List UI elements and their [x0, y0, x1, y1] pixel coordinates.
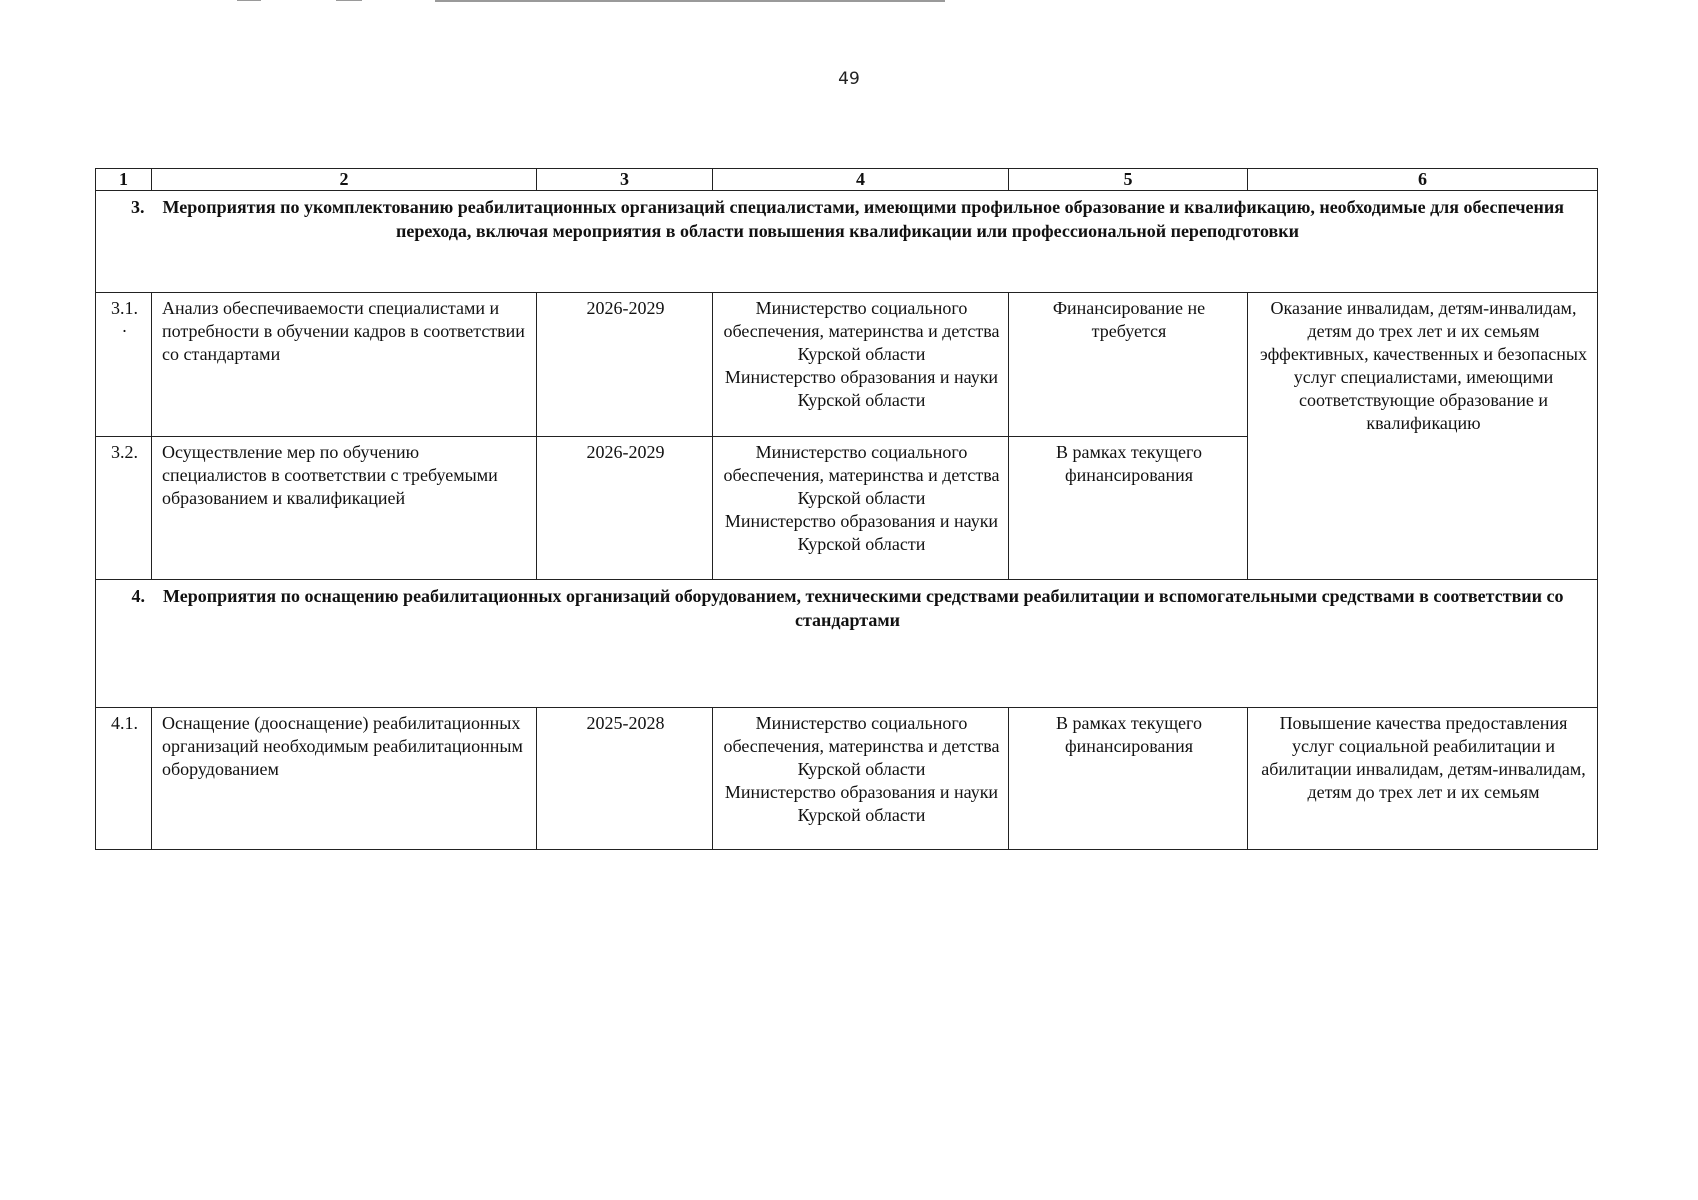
executor: Министерство образования и науки Курской области [724, 782, 999, 825]
executors-cell [713, 708, 1009, 850]
plan-table [95, 168, 1598, 850]
row-number-cell [96, 293, 152, 437]
executor: Министерство социального обеспечения, материнства и детства Курской области [723, 442, 1000, 508]
scan-edge-mark [237, 0, 261, 1]
table-row [96, 708, 1598, 850]
column-header: 4 [713, 169, 1009, 191]
executor: Министерство образования и науки Курской области [724, 511, 999, 554]
section-heading [96, 580, 1598, 708]
row-number: 3.2. [96, 437, 152, 580]
column-header: 1 [96, 169, 152, 191]
financing-source: Финансирование не требуется [1009, 293, 1248, 437]
column-header: 2 [152, 169, 537, 191]
section-heading [96, 191, 1598, 293]
activity-name: Анализ обеспечиваемости специалистами и потребности в обучении кадров в соответствии со стандартами [152, 293, 537, 437]
activity-name: Оснащение (дооснащение) реабилитационных организаций необходимым реабилитационным оборудованием [152, 708, 537, 850]
executor: Министерство образования и науки Курской области [724, 367, 999, 410]
executor: Министерство социального обеспечения, материнства и детства Курской области [723, 298, 1000, 364]
financing-source: В рамках текущего финансирования [1009, 708, 1248, 850]
scan-edge-mark [336, 0, 362, 1]
section-row [96, 191, 1598, 293]
scan-edge-line [435, 0, 945, 2]
section-number: 3. [130, 197, 145, 217]
section-title: Мероприятия по укомплектованию реабилитационных организаций специалистами, имеющими профильное образование и квалификацию, необходимые для обеспечения перехода, включая мероприятия в области повышения квалификации или профессиональной переподготовки [162, 197, 1565, 241]
section-number: 4. [131, 586, 145, 606]
activity-years: 2026-2029 [537, 293, 713, 437]
activity-years: 2025-2028 [537, 708, 713, 850]
executors-cell [713, 437, 1009, 580]
financing-source: В рамках текущего финансирования [1009, 437, 1248, 580]
row-number: 3.1. [111, 298, 138, 318]
section-title: Мероприятия по оснащению реабилитационных организаций оборудованием, техническими средствами реабилитации и вспомогательными средствами в соответствии со стандартами [162, 586, 1564, 630]
row-number-mark: · [121, 321, 128, 341]
table-header-row [96, 169, 1598, 191]
column-header: 6 [1248, 169, 1598, 191]
expected-result: Повышение качества предоставления услуг социальной реабилитации и абилитации инвалидам, детям-инвалидам, детям до трех лет и их семьям [1248, 708, 1598, 850]
column-header: 5 [1009, 169, 1248, 191]
activity-name: Осуществление мер по обучению специалистов в соответствии с требуемыми образованием и квалификацией [152, 437, 537, 580]
expected-result: Оказание инвалидам, детям-инвалидам, детям до трех лет и их семьям эффективных, качественных и безопасных услуг специалистами, имеющими соответствующие образование и квалификацию [1248, 293, 1598, 580]
page-number: 49 [838, 69, 860, 89]
table-row [96, 293, 1598, 437]
column-header: 3 [537, 169, 713, 191]
executor: Министерство социального обеспечения, материнства и детства Курской области [723, 713, 1000, 779]
row-number: 4.1. [96, 708, 152, 850]
activity-years: 2026-2029 [537, 437, 713, 580]
executors-cell [713, 293, 1009, 437]
section-row [96, 580, 1598, 708]
